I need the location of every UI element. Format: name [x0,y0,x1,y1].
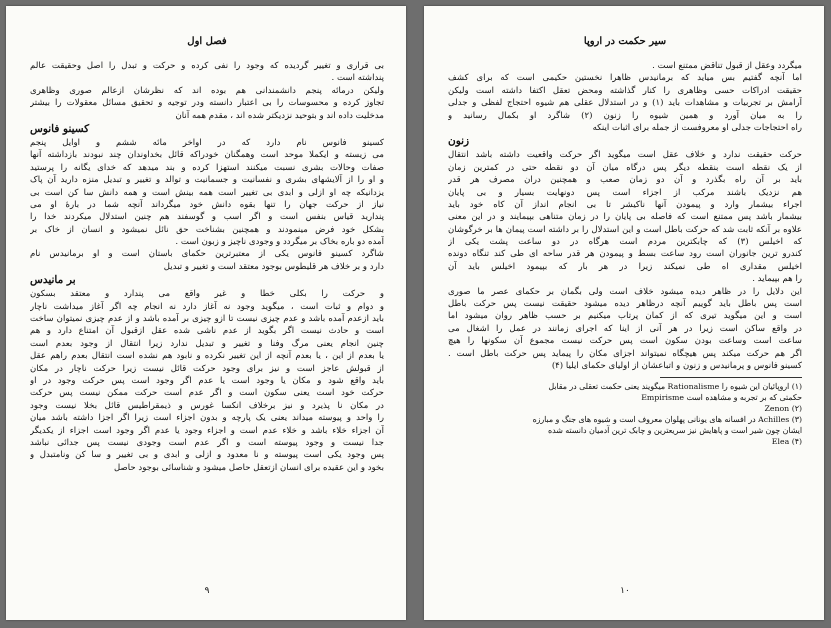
text-line: حرکت خود است یعنی سکون است و اگر عدم است حرکت ممکن نیست پس حرکت [30,388,384,399]
text-line: کسینو فانوس نام دارد که در اواخر مائه ششم و اوایل پنجم [30,137,384,148]
paragraph [30,288,384,474]
text-line: بشکل خود فرض مینمودند و همچنین بشناخت حق نائل نمیشود و انسان از خاک بر [30,224,384,235]
text-line: اجراء بیشمار وارد و پیمودن آنها ناکیشر تا بی انجام انداز آن کاه خود باید [448,199,802,210]
paragraph [448,149,802,285]
text-line: باید ازعدم آمده باشد و عدم چیزی نیست تا ازو چیزی بر آمده باشد و از عدم چیزی نمیتوان ساخت [30,314,384,325]
text-line: کسینو فانوس و پرمانیدس و زنون و اتباعشان از اولیای حکمای ایلیا (۴) [551,360,802,371]
section-heading: بر مانیدس [30,274,76,287]
paragraph [30,85,384,122]
running-title: سیر حکمت در اروپا [583,36,667,47]
text-line: راه احتجاجات جدلی او معروفست از جمله برای اثبات اینکه [592,122,802,133]
text-line: که اخیلس (۳) که چابکترین مردم است هرگاه در دو ساعت پشت یکی از [448,237,802,248]
text-line: از یک نقطه است بنقطه دیگر پس درگاه میان آن دو نقطه حتی در کمترین زمان [448,162,802,173]
text-line: مدخلیت داده اند و بتوحید نزدیکتر شده اند ، مقدم همه آنان [175,110,384,121]
footnote-line: (۴) Elea [771,437,802,447]
footnote-line: حکمتی که بر تجربه و مشاهده است Empirisme [641,393,802,403]
text-line: آرامش بر تجربیات و مشاهدات باید (۱) و در استدلال عقلی هم شیوه احتجاج لفظی و جدلی [448,98,802,109]
paragraph [30,60,384,85]
text-line: و او را از آلایشهای بشری و نفسانیت و جسمانیت و توالد و تغییر و تبدیل منزه دارید آن پاک [30,175,384,186]
text-line: است و این میگوید تیری که از کمان پرتاب میکنیم بر حسب ظاهر روان میشود اما [448,311,802,322]
text-line: از قبولش عاجز است و نیز برای وجود حرکت قائل نیست زیرا حرکت ناچار در مکان [30,363,384,374]
text-line: را به میان آورد و همین شیوه را زنون (۲) شاگرد او بکمال رسانید و [448,110,802,121]
text-line: تجاوز کرده و محسوسات را بی اعتبار دانسته ودر توجیه و تحقیق مسائل معقولات را بیشتر [30,98,384,109]
text-line: آن اجزاء خلاء باشد و خلاء عدم است و اجزاء وجود یا عدم اگر وجود است اجزاء از یکدیگر [30,425,384,436]
text-line: یزدانیکه چه او ازلی و ابدی بی تغییر است همه بینش است و همه دانش سا کن است بی [30,187,384,198]
text-line: یا بعدم از این ، یا بعدم آنچه از این تغییر نکرده و نابود هم نشده است انتقال بعدم راهم عقل [30,351,384,362]
text-line: می زیسته و ایکملا موحد است وهمگنان خودراکه قائل بخداوندان چند نبودند بازداشته آنها [30,150,384,161]
paragraph [30,248,384,273]
section-heading: زنون [448,135,470,148]
running-title: فصل اول [187,36,227,47]
text-line: دارد و بر خلاف هر قلیطوس بوجود معتقد است و تغییر و تبدیل [163,261,384,272]
text-line: حقیقت ادراکات حسی وظاهری را کنار گذاشته ومحض تعقل اکتفا داشته است ولیکن [448,85,802,96]
footnote-line: (۲) Zenon [764,404,802,414]
page-number: ۹ [204,586,210,596]
left-page [6,6,406,620]
text-line: هم نزدیک باشند مرکب از اجزاء است پس دونهایت بسیار و بی پایان [448,187,802,198]
footnote-line: (۳) Achilles در افسانه های یونانی پهلوان معروف است و شیوه های جنگ و مبارزه [532,415,802,425]
text-line: نیاز از حرکت جهان را تنها بقوه دانش خود میگرداند آنچه شما در بارهٔ او می [30,199,384,210]
paragraph [448,72,802,134]
text-line: پس وجود یکی است پیوسته و نا معدود و ازلی و ابدی و بی تغییر و سا کن ونامتبدل و [30,450,384,461]
text-line: بیشمار باشد پس ممتنع است که فاصله بی پایان را در زمان متناهی بپیمایند و در این معنی [448,212,802,223]
text-line: و دوام و ثبات است ، میگوید وجود نه آغاز دارد نه انجام چه اگر آغاز میداشت ناچار [30,301,384,312]
section-heading: کسینو فانوس [30,122,90,135]
page-number: ۱۰ [620,586,630,596]
page-body [30,60,384,474]
text-line: در مکان نا پذیرد و نیز برخلاف انکسا غورس و ذیمقراطیس قائل بخلا نیست وجود [30,400,384,411]
text-line: باید واقع شود و مکان یا وجود است یا عدم اگر وجود است پس حرکت وجود در او [30,375,384,386]
text-line: آمده دو باره بخاک بر میگردد و وجودی ناچیز و زبون است . [175,237,384,248]
text-line: است پس باطل باید گوییم آنچه درظاهر دیده میشود حقیقت نیست پس حرکت باطل [448,299,802,310]
footnote-rule [660,377,802,378]
text-line: اخیلس مقداری اه طی نمیکند زیرا در هر بار که بپیمود اخیلس باید آن [448,261,802,272]
text-line: حرکت حقیقت ندارد و خلاف عقل است میگوید اگر حرکت واقعیت داشته باشد انتقال [448,150,802,161]
page-body [448,60,802,447]
paragraph [448,286,802,373]
text-line: باید بر آن راه بگذرد و آن دو زمان صعب و همچنین دران مصرف هر قدر [448,175,802,186]
footnotes [448,381,802,447]
text-line: چنین انجام یعنی مرگ وفنا و تغییر و تبدیل ندارد زیرا انتقال از وجود بعدم است [30,338,384,349]
text-line: این دلایل را در ظاهر دیده میشود خلاف است ولی بگمان بر حکمای عصر ما صوری [448,286,802,297]
text-line: و حرکت را بکلی خطا و غیر واقع می پندارد و معتقد بسکون [30,289,384,300]
text-line: ساعت است وساعت بودن سکون است پس حرکت نیست مجموع آن سکونها را هیچ [448,336,802,347]
paragraph [30,137,384,249]
text-line: را هم بپیماید . [752,274,802,285]
text-line: پنداشته است . [331,73,384,84]
text-line: جدا نیست و وجود پیوسته است و اگر عدم است وجودی نیست پس جدائی نباشد [30,437,384,448]
text-line: بخود و این عقیده برای انسان ازتعقل حاصل میشود و شناسائی بوجود حاصل [113,462,384,473]
text-line: علاوه بر آنکه ثابت شد که حرکت باطل است و این استدلال را بر داشته است پیمان ها بر خرگوشان [448,224,802,235]
text-line: کندرو ترین جانوران است رود ساعت بسط و پیمودن هر قدر ساحه ای طی کند تنگاه دونده [448,249,802,260]
text-line: شاگرد کسینو فانوس یکی از معتبرترین حکمای باستان است و او برمانیدس نام [30,249,384,260]
text-line: میگردد وعقل از قبول تناقض ممتنع است . [652,61,802,71]
text-line: در واقع ساکن است زیرا در هر آنی از اینا که اجرای زمانند در عمل را اشغال می [448,323,802,334]
text-line: صفات وحالات بشری نسبت میکنند استهزا کرده و بند میدهد که خدای یگانه را پرستید [30,162,384,173]
text-line: بی قراری و تغییر گردیده که وجود را نفی کرده و حرکت و تبدل را اصل وحقیقت عالم [30,61,384,71]
text-line: اگر هم حرکت میکند پس هیچگاه نمیتواند اجزای مکان را پیماید پس حرکت باطل است . [448,348,802,359]
footnote-line: (۱) اروپائیان این شیوه را Rationalisme میگویند یعنی حکمت تعقلی در مقابل [548,382,802,392]
right-page [424,6,824,620]
text-line: پندارید قیاس بنفس است و اگر اسب و گوسفند هم چنین استدلال میکردند خدا را [30,212,384,223]
paragraph [448,60,802,72]
text-line: ولیکن درمائه پنجم دانشمندانی هم بوده اند که نظرشان ازعالم صوری وظاهری [30,85,384,96]
text-line: است و حادث نیست اگر بگوید از عدم ناشی شده عقل ازقبول آن امتناع دارد و هم [30,326,384,337]
text-line: را واحد و پیوسته میداند یعنی یک پارچه و بدون اجزاء است زیرا اگر اجزا داشته باشد میان [30,413,384,424]
text-line: اما آنچه گفتیم بس میاید که برمانیدس ظاهرا نخستین حکیمی است که برای کشف [448,73,802,84]
footnote-line: ایشان چون شیر است و پاهایش نیز سریعترین و چابک ترین آدمیان دانسته شده [548,426,802,436]
